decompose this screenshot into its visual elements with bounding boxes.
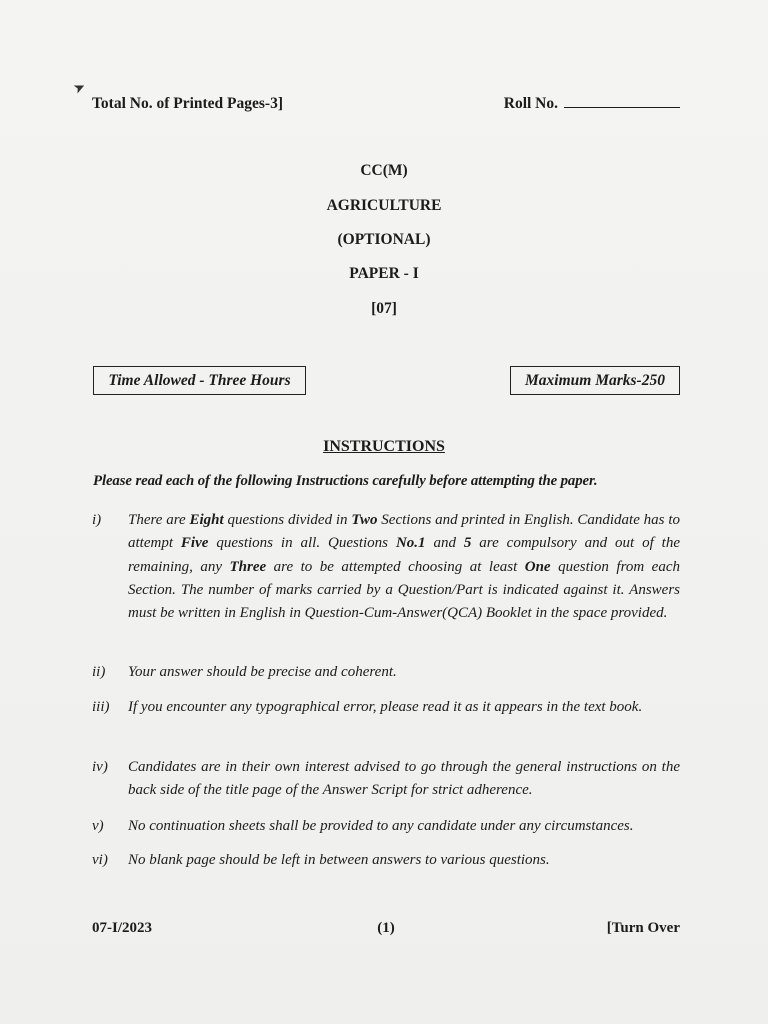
instruction-item <box>92 849 680 872</box>
instruction-item <box>92 815 680 838</box>
instruction-item <box>92 509 680 625</box>
item-text: Your answer should be precise and coherent. <box>128 664 397 680</box>
top-line <box>92 94 680 113</box>
footer-code: 07-I/2023 <box>92 920 152 936</box>
exam-code: CC(M) <box>360 162 408 179</box>
item-number: i) <box>92 512 102 528</box>
item-text: No blank page should be left in between answers to various questions. <box>128 852 550 868</box>
item-number: vi) <box>92 852 108 868</box>
page-number: (1) <box>377 920 395 936</box>
item-text: Candidates are in their own interest advised to go through the general instructions on the back side of the title page of the Answer Script for strict adherence. <box>128 759 680 799</box>
instructions-lead: Please read each of the following Instructions carefully before attempting the paper. <box>93 473 598 489</box>
staple-mark-icon: ➤ <box>71 79 89 98</box>
paper-type: (OPTIONAL) <box>337 231 431 248</box>
roll-number-blank <box>564 94 680 108</box>
time-allowed-box: Time Allowed - Three Hours <box>93 366 306 395</box>
item-number: v) <box>92 818 104 834</box>
page-footer <box>92 920 680 937</box>
instruction-item <box>92 696 680 719</box>
instruction-item <box>92 661 680 684</box>
max-marks-box: Maximum Marks-250 <box>510 366 680 395</box>
subject-title: AGRICULTURE <box>326 197 442 214</box>
roll-label: Roll No. <box>503 95 558 112</box>
item-number: iii) <box>92 699 110 715</box>
item-text: No continuation sheets shall be provided to any candidate under any circumstances. <box>128 818 634 834</box>
paper-number: PAPER - I <box>349 265 419 282</box>
printed-pages-text: Total No. of Printed Pages-3] <box>92 95 284 112</box>
instruction-item <box>92 756 680 803</box>
roll-number <box>504 94 680 113</box>
item-text: If you encounter any typographical error, please read it as it appears in the text book. <box>128 699 643 715</box>
item-number: iv) <box>92 759 108 775</box>
item-number: ii) <box>92 664 106 680</box>
item-text: There are Eight questions divided in Two Sections and printed in English. Candidate has to attempt Five questions in all. Questions No.1 and 5 are compulsory and out of the remaining, any Three are to be attempted choosing at least One question from each Section. The number of marks carried by a Question/Part is indicated against it. Answers must be written in English in Question-Cum-Answer(QCA) Booklet in the space provided. <box>128 512 681 622</box>
paper-code: [07] <box>371 300 397 317</box>
turn-over-text: [Turn Over <box>606 920 680 936</box>
instructions-heading: INSTRUCTIONS <box>323 438 445 455</box>
